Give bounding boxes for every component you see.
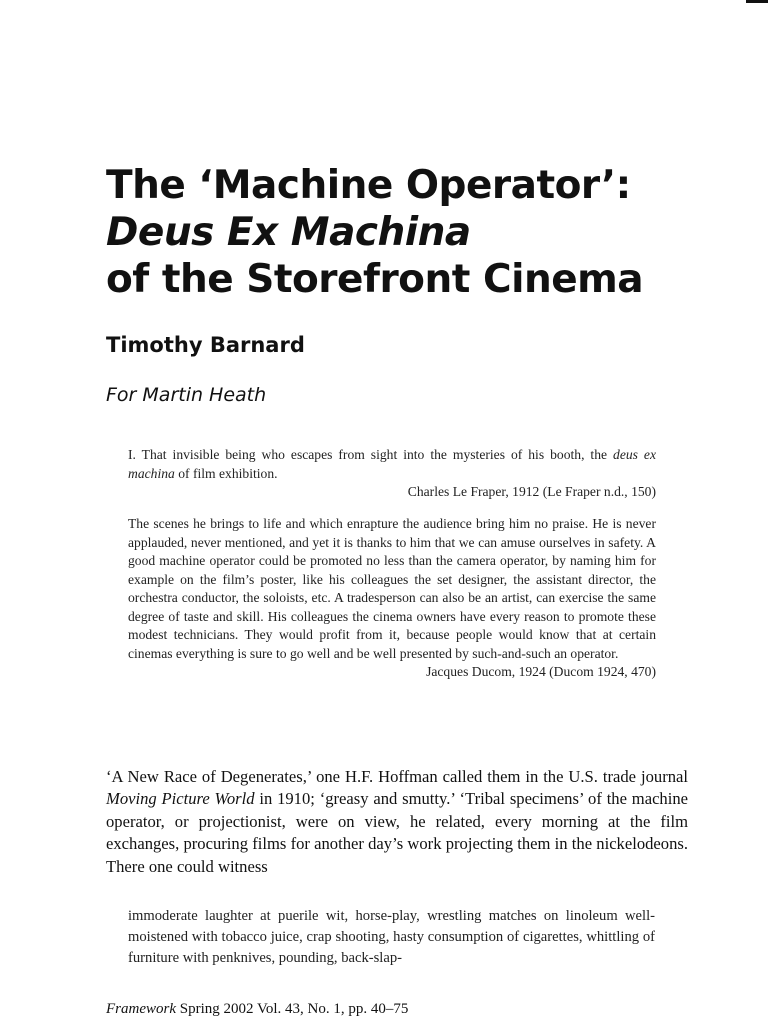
epigraph-2-text: The scenes he brings to life and which enrapture the audience bring him no praise. He is never applauded, never mentioned, and yet it is thanks to him that we can amuse ourselves in safety. A good machine operator could be promoted no less than the camera operator, by naming him for example on the film’s poster, like his colleagues the set designer, the assistant director, the orchestra conductor, the soloists, etc. A tradesperson can also be an artist, can exercise the same degree of taste and skill. His colleagues the cinema owners have every reason to promote these modest technicians. They would profit from it, because people would know that at certain cinemas everything is sure to go well and be well presented by such-and-such an operator. — [128, 516, 656, 661]
page-footer — [106, 1001, 408, 1018]
corner-mark — [746, 0, 768, 3]
epigraph-1-attribution: Charles Le Fraper, 1912 (Le Fraper n.d., 150) — [407, 484, 656, 499]
body-text-end: in 1910; ‘greasy and smutty.’ ‘Tribal specimens’ of the machine operator, or projectionist, were on view, he related, every morning at the film exchanges, procuring films for another day’s work projecting them in the nickelodeons. There one could witness — [106, 789, 688, 876]
epigraph-1-italic: deus ex machina — [128, 447, 656, 481]
footer-journal: Framework — [106, 1001, 176, 1017]
footer-citation: Spring 2002 Vol. 43, No. 1, pp. 40–75 — [179, 1001, 409, 1017]
dedication: For Martin Heath — [106, 384, 267, 406]
body-paragraph — [106, 766, 688, 878]
epigraph-2-attribution: Jacques Ducom, 1924 (Ducom 1924, 470) — [426, 664, 656, 679]
block-quote: immoderate laughter at puerile wit, horse-play, wrestling matches on linoleum well-moistened with tobacco juice, crap shooting, hasty consumption of cigarettes, whittling of furniture with penknives, pounding, back-slap- — [128, 908, 655, 966]
epigraph-1-text-end: of film exhibition. — [178, 465, 278, 481]
epigraph-1 — [128, 446, 656, 502]
body-text-start: ‘A New Race of Degenerates,’ one H.F. Hoffman called them in the U.S. trade journal — [106, 767, 688, 786]
title-line-3: of the Storefront Cinema — [106, 257, 644, 302]
epigraph-1-number: I. — [128, 447, 136, 462]
epigraph-2 — [128, 515, 656, 682]
journal-title: Moving Picture World — [106, 789, 255, 809]
author-name: Timothy Barnard — [106, 333, 305, 357]
title-line-1: The ‘Machine Operator’: — [106, 163, 631, 208]
epigraph-1-text-start: That invisible being who escapes from sight into the mysteries of his booth, the — [141, 447, 608, 462]
title-line-2: Deus Ex Machina — [106, 210, 471, 255]
article-title — [106, 162, 643, 303]
epigraph-1-text — [128, 446, 656, 483]
